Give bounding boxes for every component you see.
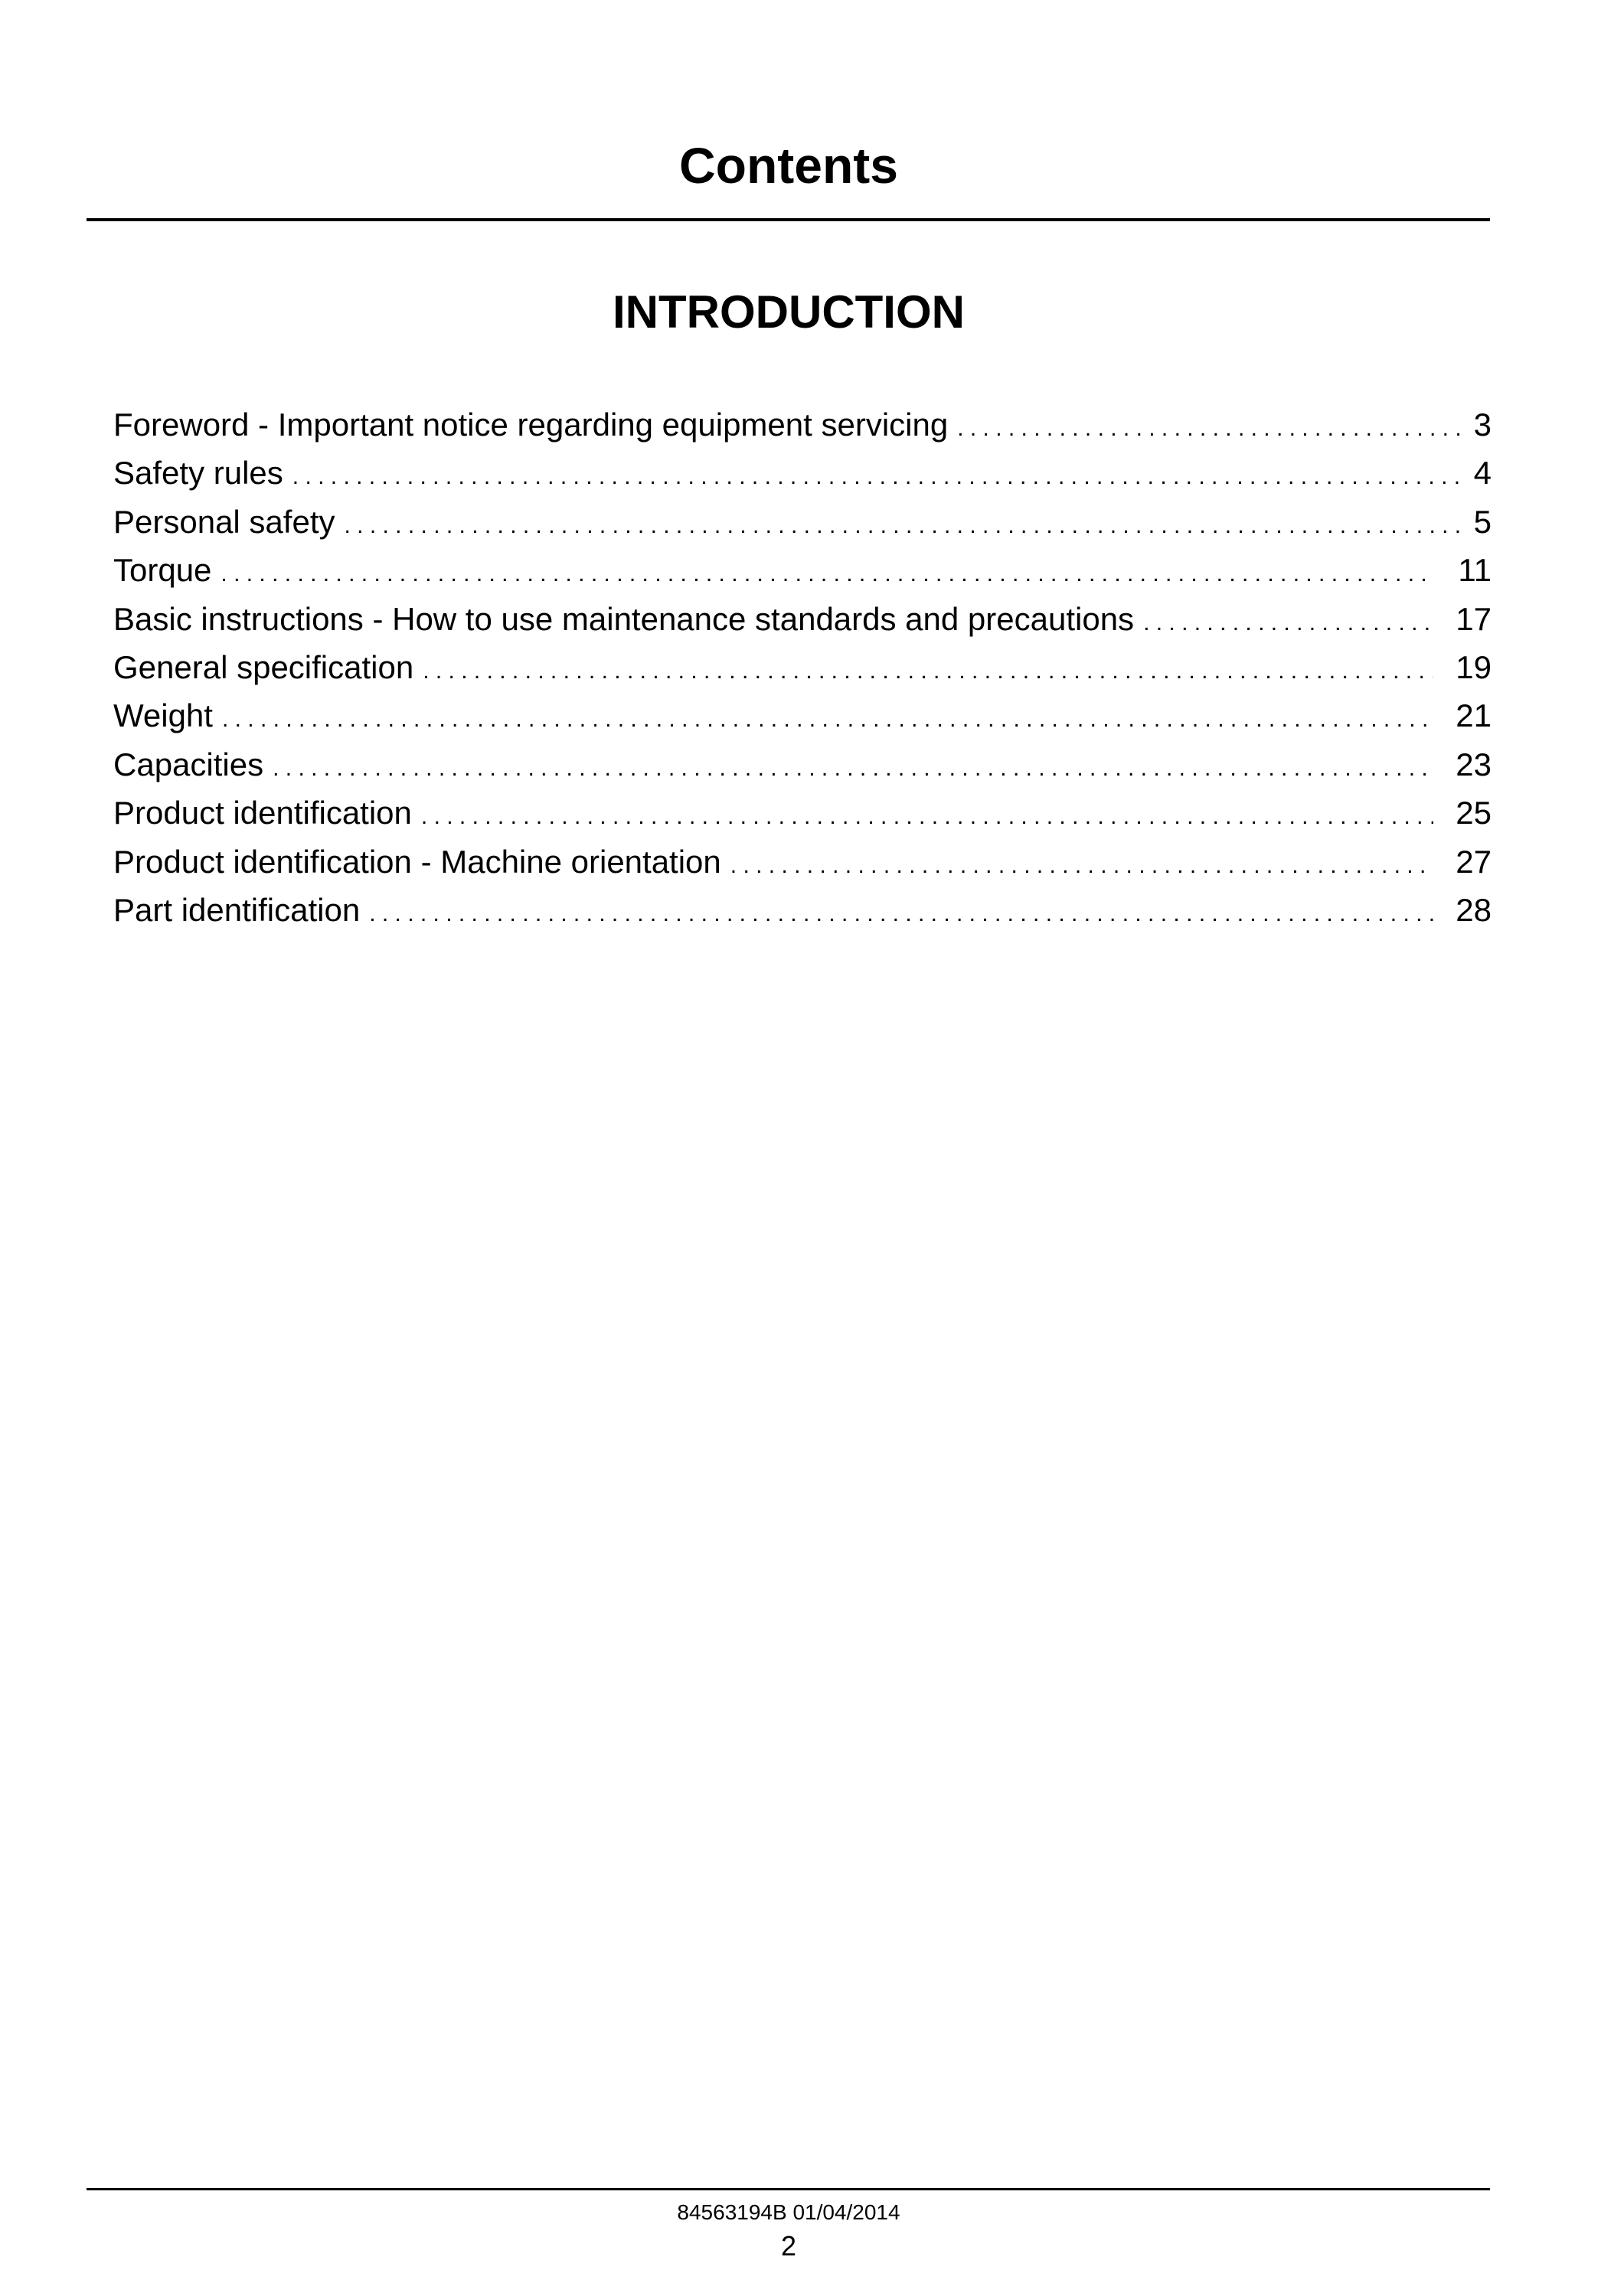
toc-entry-label: Weight (113, 697, 213, 734)
toc-entry-capacities[interactable] (113, 740, 1492, 789)
dot-leader (273, 744, 1433, 792)
toc-entry-page: 17 (1456, 600, 1492, 637)
toc-entry-label: Foreword - Important notice regarding equipment servicing (113, 407, 949, 443)
dot-leader (345, 501, 1462, 550)
toc-entry-weight[interactable] (113, 691, 1492, 740)
toc-entry-label: Product identification - Machine orientation (113, 843, 721, 880)
title-divider (87, 218, 1490, 221)
toc-entry-torque[interactable] (113, 546, 1492, 594)
toc-entry-label: Basic instructions - How to use maintenance standards and precautions (113, 600, 1135, 637)
toc-entry-product-identification[interactable] (113, 789, 1492, 837)
toc-entry-page: 28 (1456, 891, 1492, 928)
toc-entry-part-identification[interactable] (113, 886, 1492, 934)
dot-leader (292, 452, 1461, 501)
dot-leader (957, 404, 1461, 452)
toc-entry-label: General specification (113, 648, 414, 685)
toc-entry-page: 25 (1456, 795, 1492, 831)
page-number: 2 (780, 2230, 797, 2262)
toc-entry-personal-safety[interactable] (113, 498, 1492, 546)
toc-entry-page: 27 (1456, 843, 1492, 880)
dot-leader (221, 550, 1433, 598)
dot-leader (369, 890, 1433, 938)
page-title: Contents (679, 137, 898, 194)
toc-entry-page: 5 (1473, 503, 1492, 540)
dot-leader (730, 841, 1433, 890)
toc-entry-page: 19 (1456, 648, 1492, 685)
toc-entry-label: Part identification (113, 891, 361, 928)
toc-entry-label: Product identification (113, 795, 412, 831)
toc-entry-label: Personal safety (113, 503, 335, 540)
toc-entry-page: 4 (1473, 455, 1492, 492)
document-code: 84563194B 01/04/2014 (677, 2200, 900, 2224)
toc-entry-page: 11 (1458, 552, 1492, 589)
toc-entry-safety-rules[interactable] (113, 449, 1492, 497)
dot-leader (1143, 599, 1433, 647)
toc-entry-basic-instructions[interactable] (113, 595, 1492, 643)
toc-entry-general-specification[interactable] (113, 643, 1492, 691)
dot-leader (222, 695, 1433, 743)
dot-leader (423, 647, 1433, 695)
toc-entry-label: Torque (113, 552, 212, 589)
toc-entry-label: Safety rules (113, 455, 283, 492)
toc-entry-page: 23 (1456, 746, 1492, 782)
toc-entry-label: Capacities (113, 746, 264, 782)
toc-entry-foreword[interactable] (113, 400, 1492, 449)
toc-entry-page: 3 (1473, 407, 1492, 443)
table-of-contents (113, 400, 1492, 934)
footer-divider (87, 2188, 1490, 2190)
toc-entry-machine-orientation[interactable] (113, 838, 1492, 886)
toc-entry-page: 21 (1456, 697, 1492, 734)
dot-leader (421, 792, 1433, 841)
section-title: INTRODUCTION (613, 286, 965, 338)
